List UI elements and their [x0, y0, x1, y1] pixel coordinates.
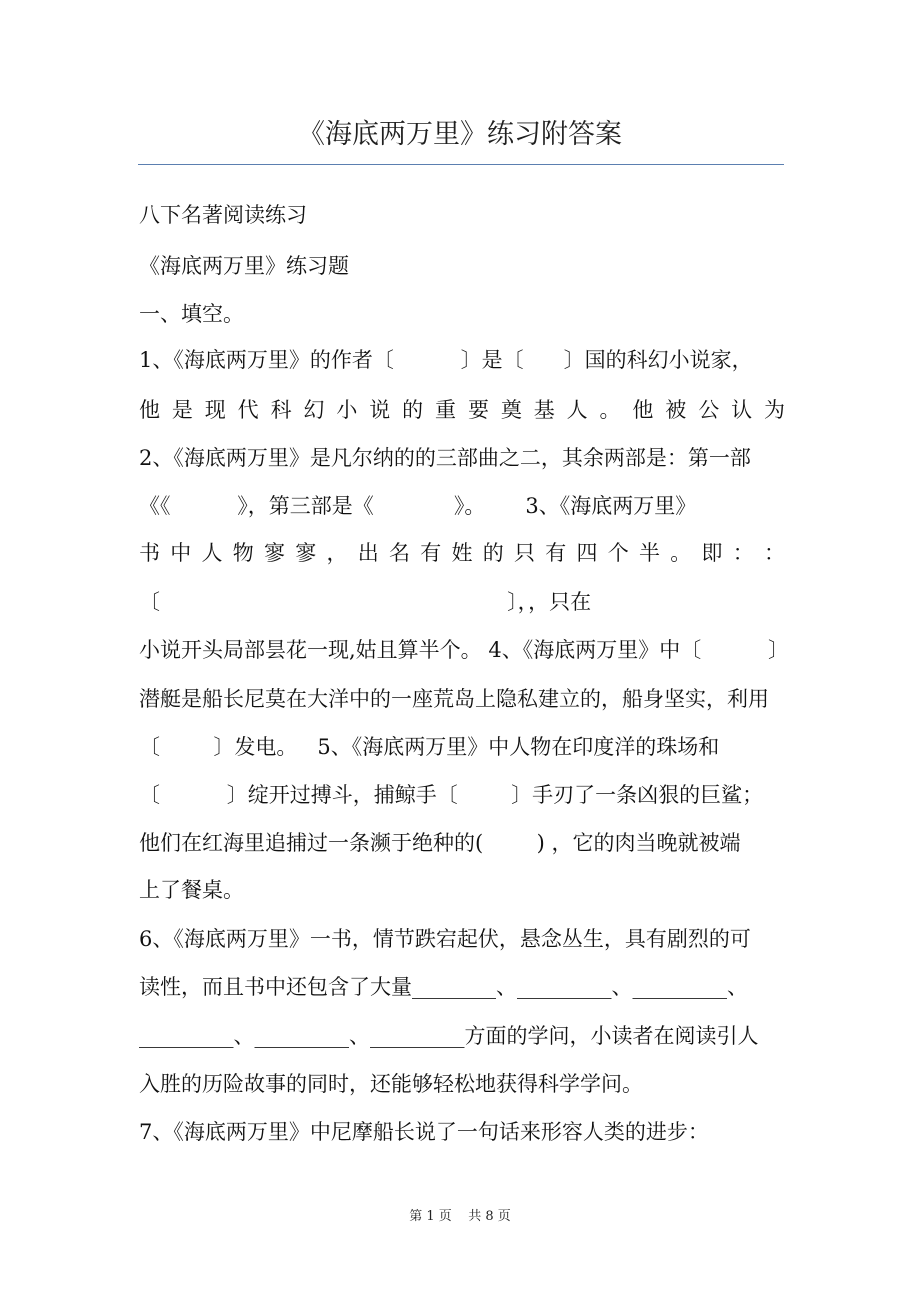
text-line: 书 中 人 物 寥 寥 ， 出 名 有 姓 的 只 有 四 个 半 。 即 ： ： — [139, 541, 785, 565]
text-line: 1、《海底两万里》的作者〔 〕是〔 〕国的科幻小说家， — [139, 348, 753, 372]
text-line: 《海底两万里》练习题 — [139, 254, 349, 278]
text-line: 八下名著阅读练习 — [139, 203, 307, 227]
text-line: 2、《海底两万里》是凡尔纳的的三部曲之二，其余两部是：第一部 — [139, 446, 751, 470]
text-line: 一、填空。 — [139, 302, 244, 326]
text-line: 〔 〕绽开过搏斗，捕鲸手〔 〕手刃了一条凶狠的巨鲨； — [139, 783, 764, 807]
text-line: 读性，而且书中还包含了大量________、_________、_________、 — [139, 975, 748, 999]
text-line: 入胜的历险故事的同时，还能够轻松地获得科学学问。 — [139, 1072, 643, 1096]
text-line: 潜艇是船长尼莫在大洋中的一座荒岛上隐私建立的，船身坚实，利用 — [139, 687, 769, 711]
text-line: 7、《海底两万里》中尼摩船长说了一句话来形容人类的进步： — [139, 1120, 709, 1144]
text-line: 6、《海底两万里》一书，情节跌宕起伏，悬念丛生，具有剧烈的可 — [139, 927, 751, 951]
text-line: 小说开头局部昙花一现,姑且算半个。 4、《海底两万里》中〔 〕 — [139, 638, 789, 662]
text-line: 上了餐桌。 — [139, 878, 244, 902]
text-line: 他们在红海里追捕过一条濒于绝种的( ) ，它的肉当晚就被端 — [139, 831, 741, 855]
title-underline — [138, 164, 784, 165]
text-line: 〔 〕发电。 5、《海底两万里》中人物在印度洋的珠场和 — [139, 735, 720, 759]
text-line: _________、_________、_________方面的学问，小读者在阅读引人 — [139, 1024, 759, 1048]
text-line: 他 是 现 代 科 幻 小 说 的 重 要 奠 基 人 。 他 被 公 认 为 — [139, 398, 785, 422]
text-line: 〔 〕，，只在 — [139, 590, 592, 614]
text-line: 《《 》，第三部是《 》。 3、《海底两万里》 — [139, 494, 697, 518]
page-number: 第 1 页 共 8 页 — [409, 1209, 511, 1224]
document-title: 《海底两万里》练习附答案 — [298, 119, 622, 150]
